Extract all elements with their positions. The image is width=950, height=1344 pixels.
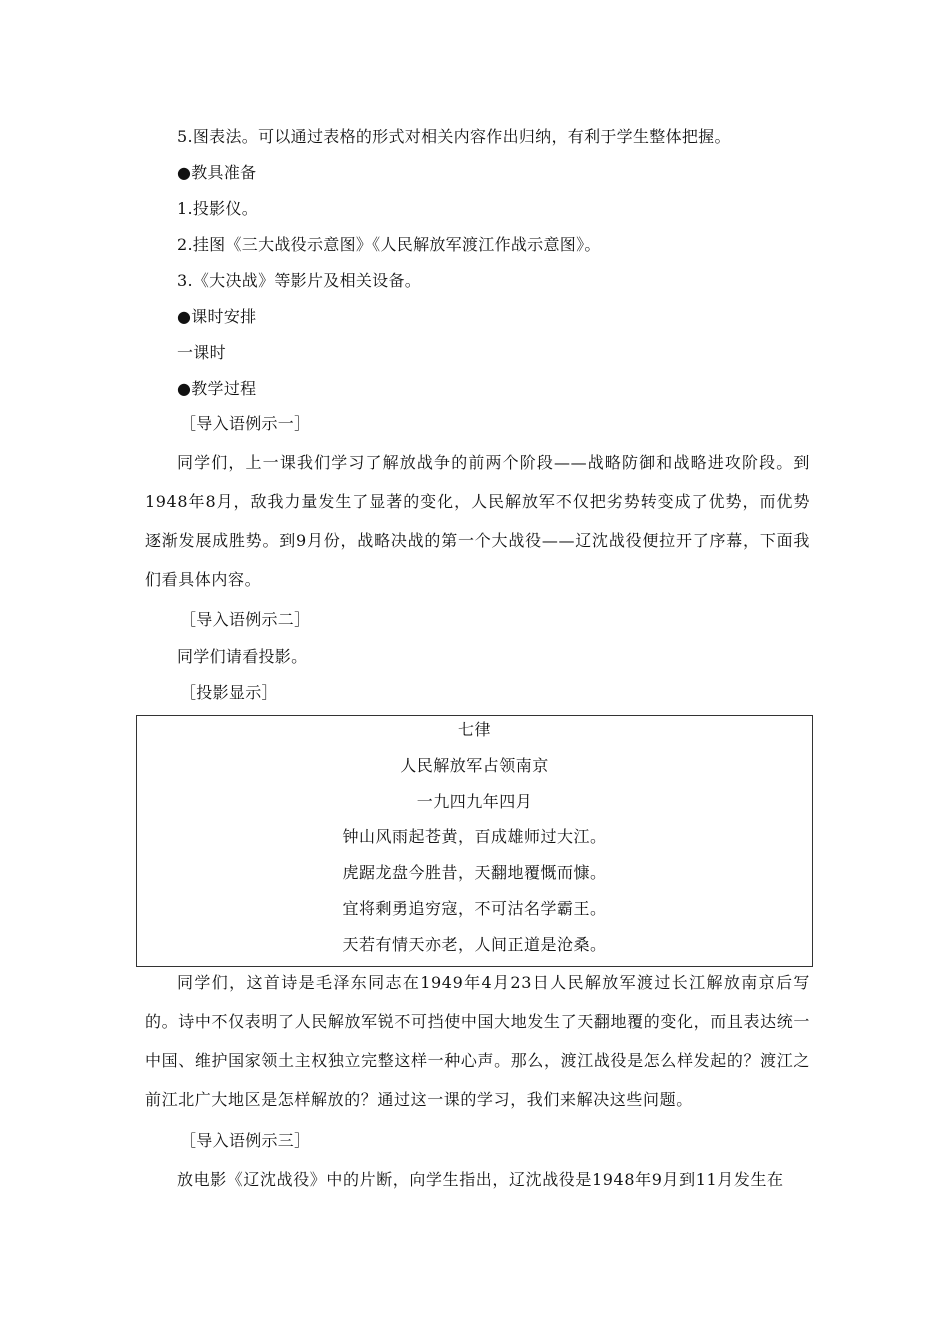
poem-subtitle: 人民解放军占领南京 [400, 756, 549, 775]
section-heading-tools: ●教具准备 [177, 163, 257, 182]
poem-line-4: 天若有情天亦老，人间正道是沧桑。 [342, 935, 607, 954]
poem-title: 七律 [457, 720, 491, 739]
poem-date: 一九四九年四月 [416, 792, 533, 811]
intro-example-2-label: ［导入语例示二］ [180, 610, 311, 629]
projection-label: ［投影显示］ [180, 683, 278, 702]
intro-example-3-label: ［导入语例示三］ [180, 1131, 311, 1150]
poem-line-1: 钟山风雨起苍黄，百成雄师过大江。 [342, 827, 607, 846]
poem-box [136, 715, 813, 967]
section-heading-process: ●教学过程 [177, 379, 257, 398]
tool-item-2: 2.挂图《三大战役示意图》《人民解放军渡江作战示意图》。 [177, 235, 601, 254]
intro-example-3-text: 放电影《辽沈战役》中的片断，向学生指出，辽沈战役是1948年9月到11月发生在 [177, 1170, 784, 1189]
poem-commentary: 同学们，这首诗是毛泽东同志在1949年4月23日人民解放军渡过长江解放南京后写的。诗中不仅表明了人民解放军锐不可挡使中国大地发生了天翻地覆的变化，而且表达统一中国、维护国家领土主权独立完整这样一种心声。那么，渡江战役是怎么样发起的？渡江之前江北广大地区是怎样解放的？通过这一课的学习，我们来解决这些问题。 [145, 973, 810, 1109]
tool-item-1: 1.投影仪。 [177, 199, 259, 218]
poem-line-2: 虎踞龙盘今胜昔，天翻地覆慨而慷。 [342, 863, 607, 882]
schedule-text: 一课时 [177, 343, 226, 362]
intro-example-1-text: 同学们，上一课我们学习了解放战争的前两个阶段——战略防御和战略进攻阶段。到1948年8月，敌我力量发生了显著的变化，人民解放军不仅把劣势转变成了优势，而优势逐渐发展成胜势。到9月份，战略决战的第一个大战役——辽沈战役便拉开了序幕，下面我们看具体内容。 [145, 453, 810, 589]
intro-example-1-label: ［导入语例示一］ [180, 414, 311, 433]
intro-example-2-text: 同学们请看投影。 [177, 647, 308, 666]
method-item-5: 5.图表法。可以通过表格的形式对相关内容作出归纳，有利于学生整体把握。 [177, 127, 731, 146]
poem-line-3: 宜将剩勇追穷寇，不可沽名学霸王。 [342, 899, 607, 918]
section-heading-schedule: ●课时安排 [177, 307, 257, 326]
tool-item-3: 3.《大决战》等影片及相关设备。 [177, 271, 422, 290]
